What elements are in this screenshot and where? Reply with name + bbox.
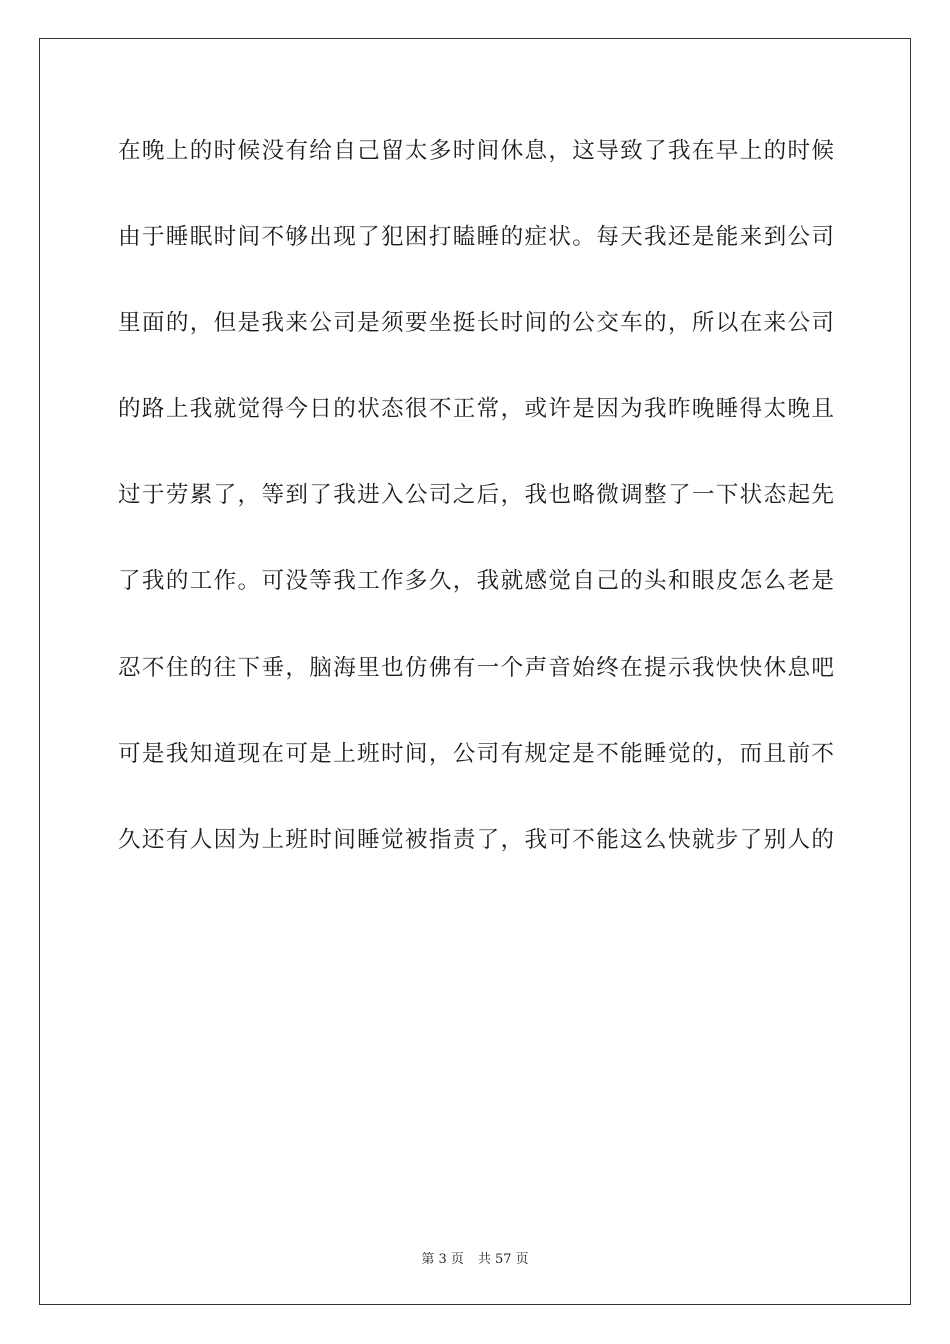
text-line: 了我的工作。可没等我工作多久，我就感觉自己的头和眼皮怎么老是 (118, 568, 834, 595)
text-line: 的路上我就觉得今日的状态很不正常，或许是因为我昨晚睡得太晚且 (118, 396, 834, 423)
text-line: 久还有人因为上班时间睡觉被指责了，我可不能这么快就步了别人的 (118, 826, 834, 853)
page-number: 第 3 页 (421, 1252, 464, 1267)
page-footer (0, 1248, 950, 1267)
page-total: 共 57 页 (477, 1252, 529, 1267)
text-line: 在晚上的时候没有给自己留太多时间休息，这导致了我在早上的时候 (118, 138, 834, 164)
text-line: 忍不住的往下垂，脑海里也仿佛有一个声音始终在提示我快快休息吧 (118, 654, 834, 681)
text-line: 可是我知道现在可是上班时间，公司有规定是不能睡觉的，而且前不 (118, 740, 834, 767)
text-line: 里面的，但是我来公司是须要坐挺长时间的公交车的，所以在来公司 (118, 310, 834, 337)
document-body (118, 125, 834, 900)
text-line: 由于睡眠时间不够出现了犯困打瞌睡的症状。每天我还是能来到公司 (118, 224, 834, 251)
text-line: 过于劳累了，等到了我进入公司之后，我也略微调整了一下状态起先 (118, 482, 834, 509)
